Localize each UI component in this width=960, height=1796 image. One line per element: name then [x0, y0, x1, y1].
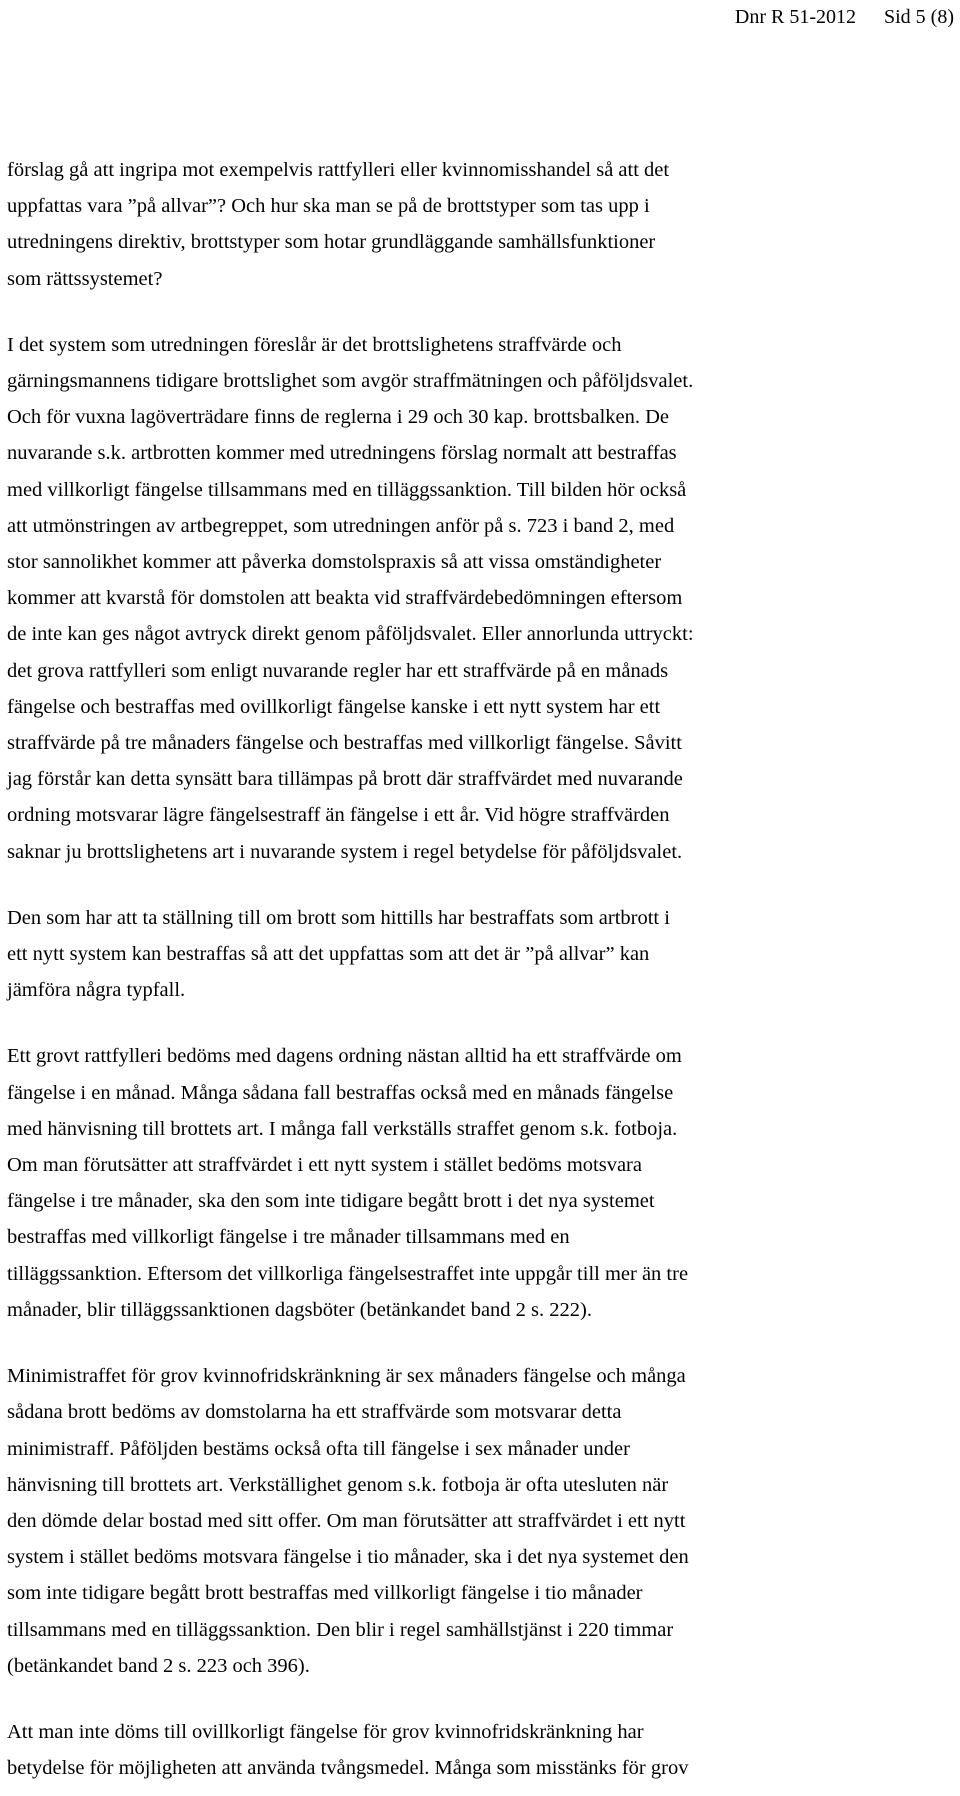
text-line: uppfattas vara ”på allvar”? Och hur ska man se på de brottstyper som tas upp i: [7, 195, 650, 218]
paragraph-1: [7, 152, 957, 297]
text-line: de inte kan ges något avtryck direkt genom påföljdsvalet. Eller annorlunda uttryckt:: [7, 623, 694, 646]
paragraph-4: [7, 1038, 957, 1328]
text-line: fängelse och bestraffas med ovillkorligt fängelse kanske i ett nytt system har ett: [7, 695, 661, 718]
text-line: förslag gå att ingripa mot exempelvis rattfylleri eller kvinnomisshandel så att det: [7, 159, 670, 181]
text-line: nuvarande s.k. artbrotten kommer med utredningens förslag normalt att bestraffas: [7, 442, 677, 465]
text-line: bestraffas med villkorligt fängelse i tre månader tillsammans med en: [7, 1226, 570, 1249]
text-line: Och för vuxna lagöverträdare finns de reglerna i 29 och 30 kap. brottsbalken. De: [7, 406, 670, 429]
page-number: Sid 5 (8): [884, 6, 954, 28]
text-line: straffvärde på tre månaders fängelse och bestraffas med villkorligt fängelse. Såvitt: [7, 732, 682, 755]
text-line: kommer att kvarstå för domstolen att beakta vid straffvärdebedömningen eftersom: [7, 587, 683, 610]
text-line: med villkorligt fängelse tillsammans med en tilläggssanktion. Till bilden hör också: [7, 478, 687, 501]
text-line: den dömde delar bostad med sitt offer. Om man förutsätter att straffvärdet i ett nytt: [7, 1509, 686, 1532]
text-line: stor sannolikhet kommer att påverka domstolspraxis så att vissa omständigheter: [7, 551, 662, 574]
text-line: med hänvisning till brottets art. I många fall verkställs straffet genom s.k. fotboja.: [7, 1117, 678, 1140]
text-line: Om man förutsätter att straffvärdet i ett nytt system i stället bedöms motsvara: [7, 1154, 642, 1177]
text-line: Ett grovt rattfylleri bedöms med dagens ordning nästan alltid ha ett straffvärde om: [7, 1045, 682, 1068]
text-line: som rättssystemet?: [7, 267, 163, 290]
text-line: jag förstår kan detta synsätt bara tillämpas på brott där straffvärdet med nuvarande: [7, 768, 683, 791]
text-line: hänvisning till brottets art. Verkställighet genom s.k. fotboja är ofta utesluten när: [7, 1473, 669, 1496]
text-line: gärningsmannens tidigare brottslighet som avgör straffmätningen och påföljdsvalet.: [7, 370, 694, 393]
text-line: månader, blir tilläggssanktionen dagsböter (betänkandet band 2 s. 222).: [7, 1298, 592, 1321]
text-line: fängelse i en månad. Många sådana fall bestraffas också med en månads fängelse: [7, 1081, 674, 1104]
text-line: I det system som utredningen föreslår är det brottslighetens straffvärde och: [7, 333, 622, 356]
text-line: ett nytt system kan bestraffas så att det uppfattas som att det är ”på allvar” kan: [7, 943, 650, 966]
text-line: Den som har att ta ställning till om brott som hittills har bestraffats som artbrott i: [7, 906, 670, 929]
text-line: jämföra några typfall.: [7, 979, 186, 1002]
text-line: minimistraff. Påföljden bestäms också ofta till fängelse i sex månader under: [7, 1437, 630, 1460]
text-line: saknar ju brottslighetens art i nuvarande system i regel betydelse för påföljdsvalet.: [7, 840, 683, 863]
page-header: [735, 4, 954, 30]
text-line: som inte tidigare begått brott bestraffas med villkorligt fängelse i tio månader: [7, 1582, 643, 1605]
text-line: utredningens direktiv, brottstyper som hotar grundläggande samhällsfunktioner: [7, 231, 656, 254]
text-line: fängelse i tre månader, ska den som inte tidigare begått brott i det nya systemet: [7, 1190, 655, 1213]
paragraph-5: [7, 1358, 957, 1684]
text-line: tilläggssanktion. Eftersom det villkorliga fängelsestraffet inte uppgår till mer än tre: [7, 1262, 689, 1285]
paragraph-6: [7, 1714, 957, 1786]
text-line: betydelse för möjligheten att använda tvångsmedel. Många som misstänks för grov: [7, 1757, 689, 1780]
text-line: (betänkandet band 2 s. 223 och 396).: [7, 1654, 310, 1677]
text-line: sådana brott bedöms av domstolarna ha ett straffvärde som motsvarar detta: [7, 1401, 622, 1424]
text-line: tillsammans med en tilläggssanktion. Den blir i regel samhällstjänst i 220 timmar: [7, 1618, 674, 1641]
text-line: system i stället bedöms motsvara fängelse i tio månader, ska i det nya systemet den: [7, 1546, 689, 1569]
text-line: ordning motsvarar lägre fängelsestraff än fängelse i ett år. Vid högre straffvärden: [7, 804, 670, 827]
text-line: Minimistraffet för grov kvinnofridskränkning är sex månaders fängelse och många: [7, 1365, 686, 1388]
text-line: det grova rattfylleri som enligt nuvarande regler har ett straffvärde på en månads: [7, 659, 669, 682]
document-body: [7, 152, 957, 1786]
paragraph-2: [7, 327, 957, 870]
text-line: att utmönstringen av artbegreppet, som utredningen anför på s. 723 i band 2, med: [7, 514, 675, 537]
text-line: Att man inte döms till ovillkorligt fängelse för grov kvinnofridskränkning har: [7, 1720, 644, 1743]
document-number: Dnr R 51-2012: [734, 6, 856, 28]
paragraph-3: [7, 900, 957, 1009]
